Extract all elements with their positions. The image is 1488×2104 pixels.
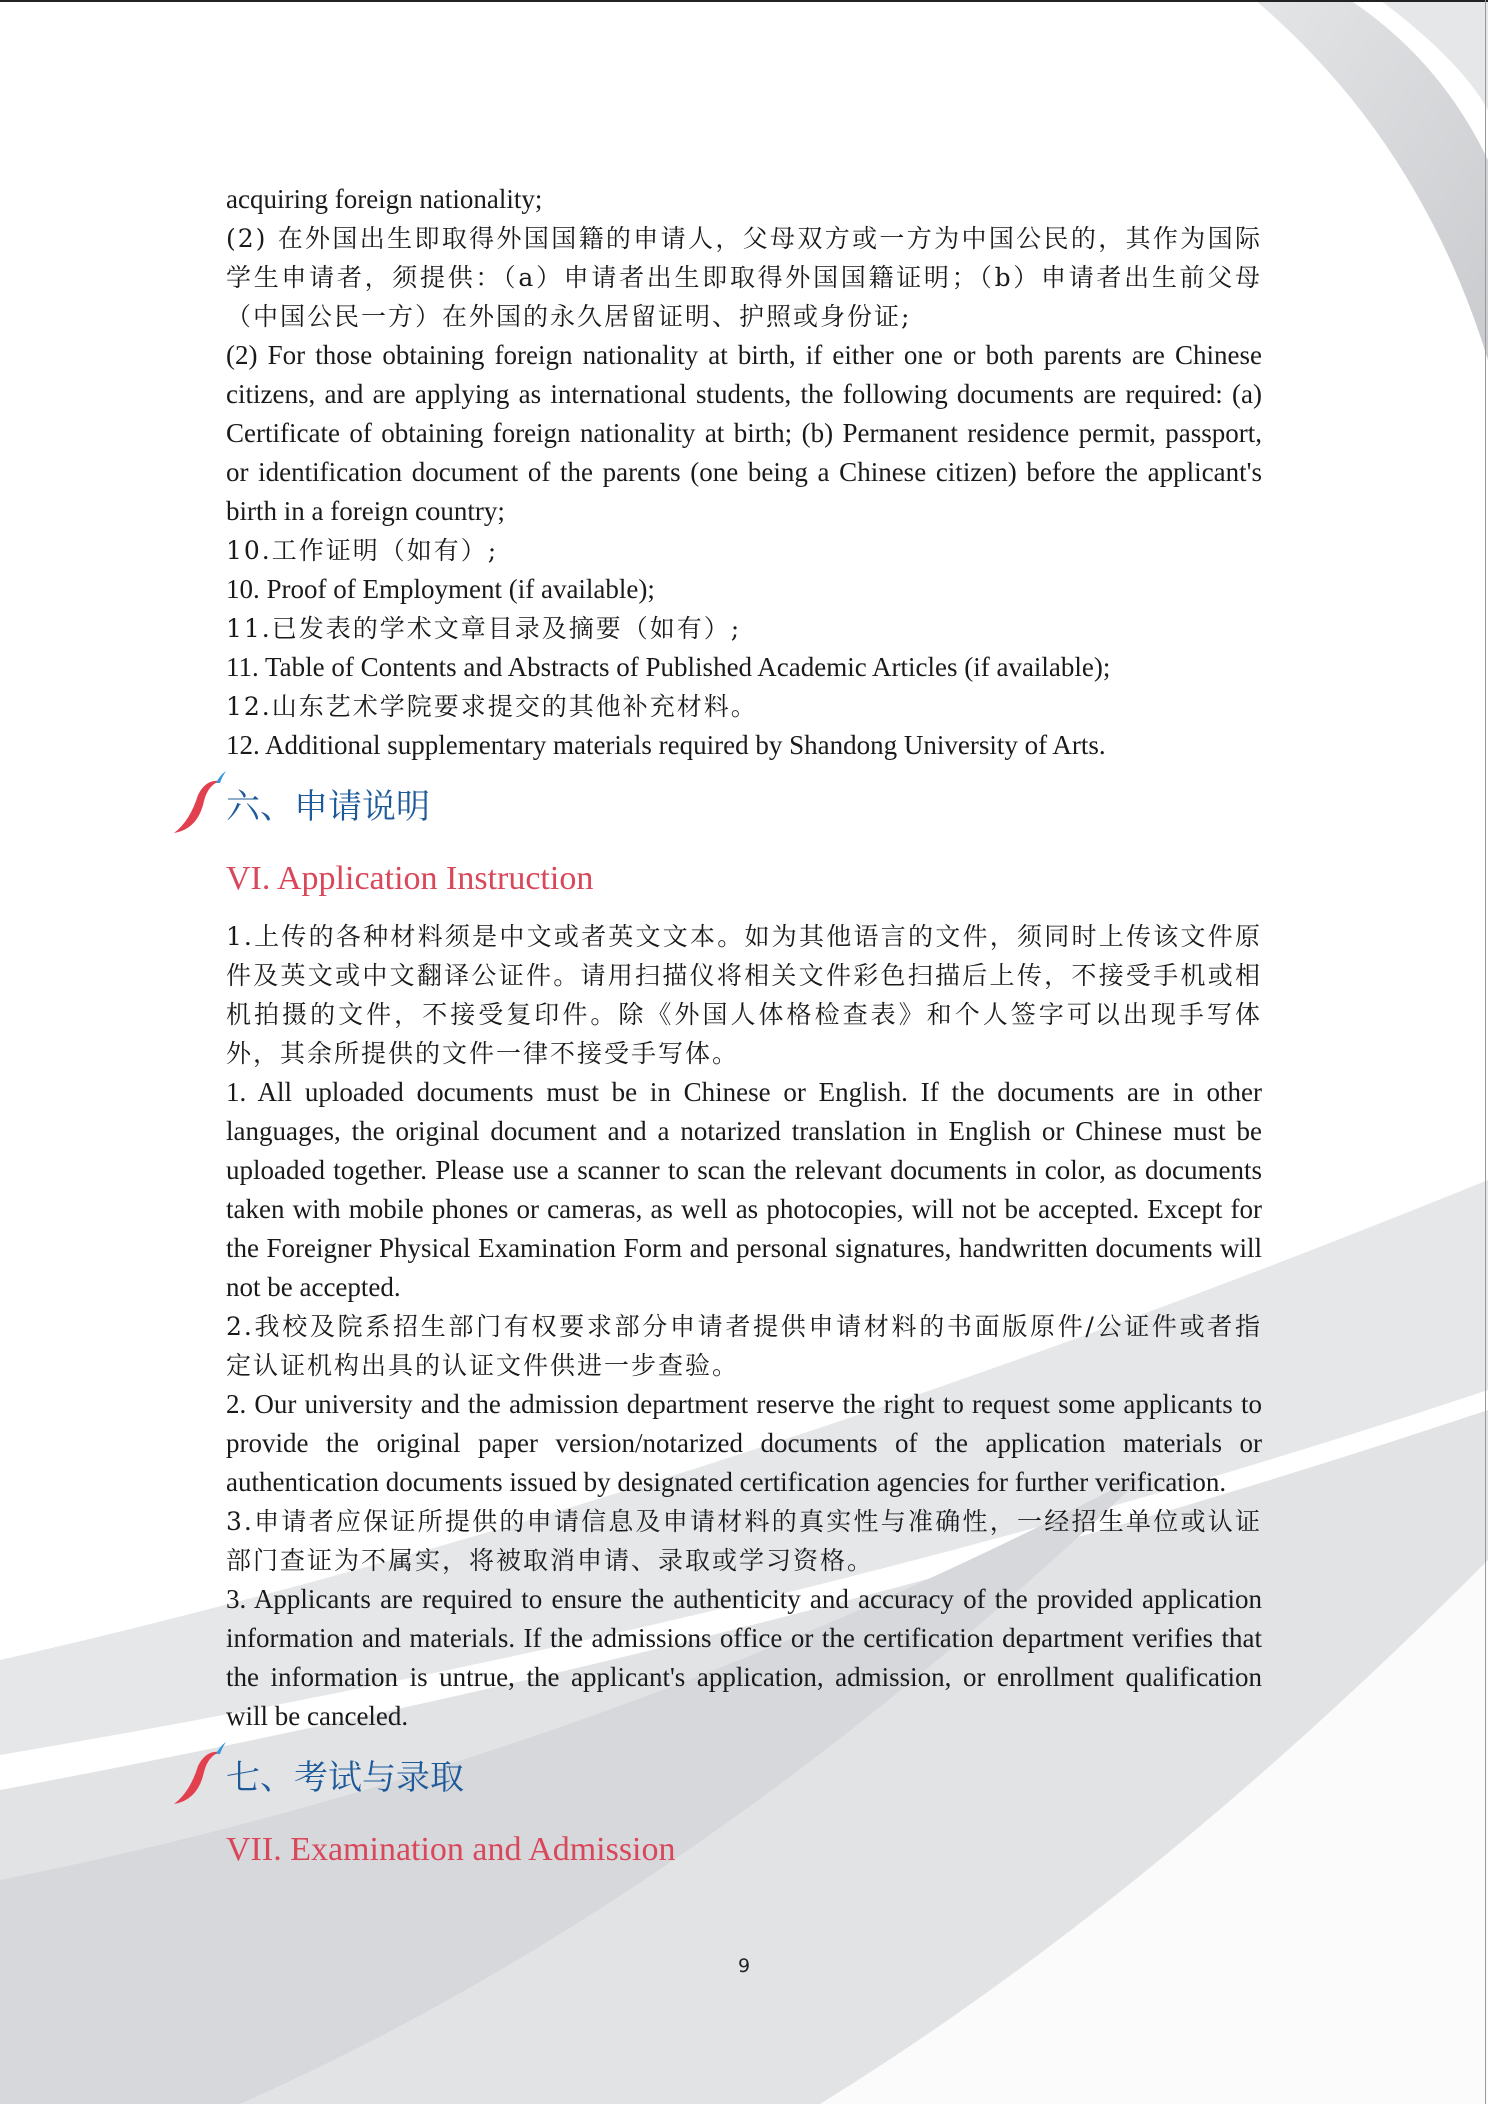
section-7-heading-cn xyxy=(226,1750,1262,1806)
paragraph-en: 3. Applicants are required to ensure the authenticity and accuracy of the provided application information and materials. If the admissions office or the certification department verifies that the information is untrue, the applicant's application, admission, or enrollment qualification will be canceled. xyxy=(226,1584,1262,1731)
list-item-en: 10. Proof of Employment (if available); xyxy=(226,574,655,604)
page-top-border xyxy=(0,0,1488,2)
document-content xyxy=(226,180,1262,1888)
list-item-en: 11. Table of Contents and Abstracts of Published Academic Articles (if available); xyxy=(226,652,1111,682)
swoosh-bullet-icon xyxy=(170,1742,230,1806)
section-7-title-en: VII. Examination and Admission xyxy=(226,1831,676,1868)
paragraph-en: 2. Our university and the admission department reserve the right to request some applicants to provide the original paper version/notarized documents of the application materials or authentication documents issued by designated certification agencies for further verification. xyxy=(226,1389,1262,1497)
section-6-title-en: VI. Application Instruction xyxy=(226,860,594,897)
section-6-heading-cn xyxy=(226,779,1262,835)
list-item-cn: 10.工作证明（如有）; xyxy=(226,536,499,565)
paragraph-cn: 2.我校及院系招生部门有权要求部分申请者提供申请材料的书面版原件/公证件或者指定认证机构出具的认证文件供进一步查验。 xyxy=(226,1312,1262,1380)
paragraph-en: (2) For those obtaining foreign nationality at birth, if either one or both parents are Chinese citizens, and are applying as international students, the following documents are required: (a) Certificate of obtaining foreign nationality at birth; (b) Permanent residence permit, passport, or identification document of the parents (one being a Chinese citizen) before the applicant's birth in a foreign country; xyxy=(226,340,1262,526)
list-item-cn: 12.山东艺术学院要求提交的其他补充材料。 xyxy=(226,692,758,721)
section-7-title-cn: 七、考试与录取 xyxy=(226,1758,464,1798)
section-6-title-cn: 六、申请说明 xyxy=(226,787,430,827)
page-right-border xyxy=(1485,0,1486,2104)
paragraph-en: 1. All uploaded documents must be in Chinese or English. If the documents are in other languages, the original document and a notarized translation in English or Chinese must be uploaded together. Please use a scanner to scan the relevant documents in color, as documents taken with mobile phones or cameras, as well as photocopies, will not be accepted. Except for the Foreigner Physical Examination Form and personal signatures, handwritten documents will not be accepted. xyxy=(226,1077,1262,1302)
paragraph-cn: 1.上传的各种材料须是中文或者英文文本。如为其他语言的文件，须同时上传该文件原件及英文或中文翻译公证件。请用扫描仪将相关文件彩色扫描后上传，不接受手机或相机拍摄的文件，不接受复印件。除《外国人体格检查表》和个人签字可以出现手写体外，其余所提供的文件一律不接受手写体。 xyxy=(226,922,1262,1068)
list-item-en: 12. Additional supplementary materials required by Shandong University of Arts. xyxy=(226,730,1106,760)
page-number: 9 xyxy=(737,1955,751,1977)
paragraph-cn: (2) 在外国出生即取得外国国籍的申请人，父母双方或一方为中国公民的，其作为国际学生申请者，须提供：（a）申请者出生即取得外国国籍证明；（b）申请者出生前父母（中国公民一方）在外国的永久居留证明、护照或身份证; xyxy=(226,224,1262,331)
swoosh-bullet-icon xyxy=(170,771,230,835)
list-item-cn: 11.已发表的学术文章目录及摘要（如有）; xyxy=(226,614,742,643)
paragraph-cn: 3.申请者应保证所提供的申请信息及申请材料的真实性与准确性，一经招生单位或认证部门查证为不属实，将被取消申请、录取或学习资格。 xyxy=(226,1507,1262,1575)
text-line-en: acquiring foreign nationality; xyxy=(226,184,543,214)
